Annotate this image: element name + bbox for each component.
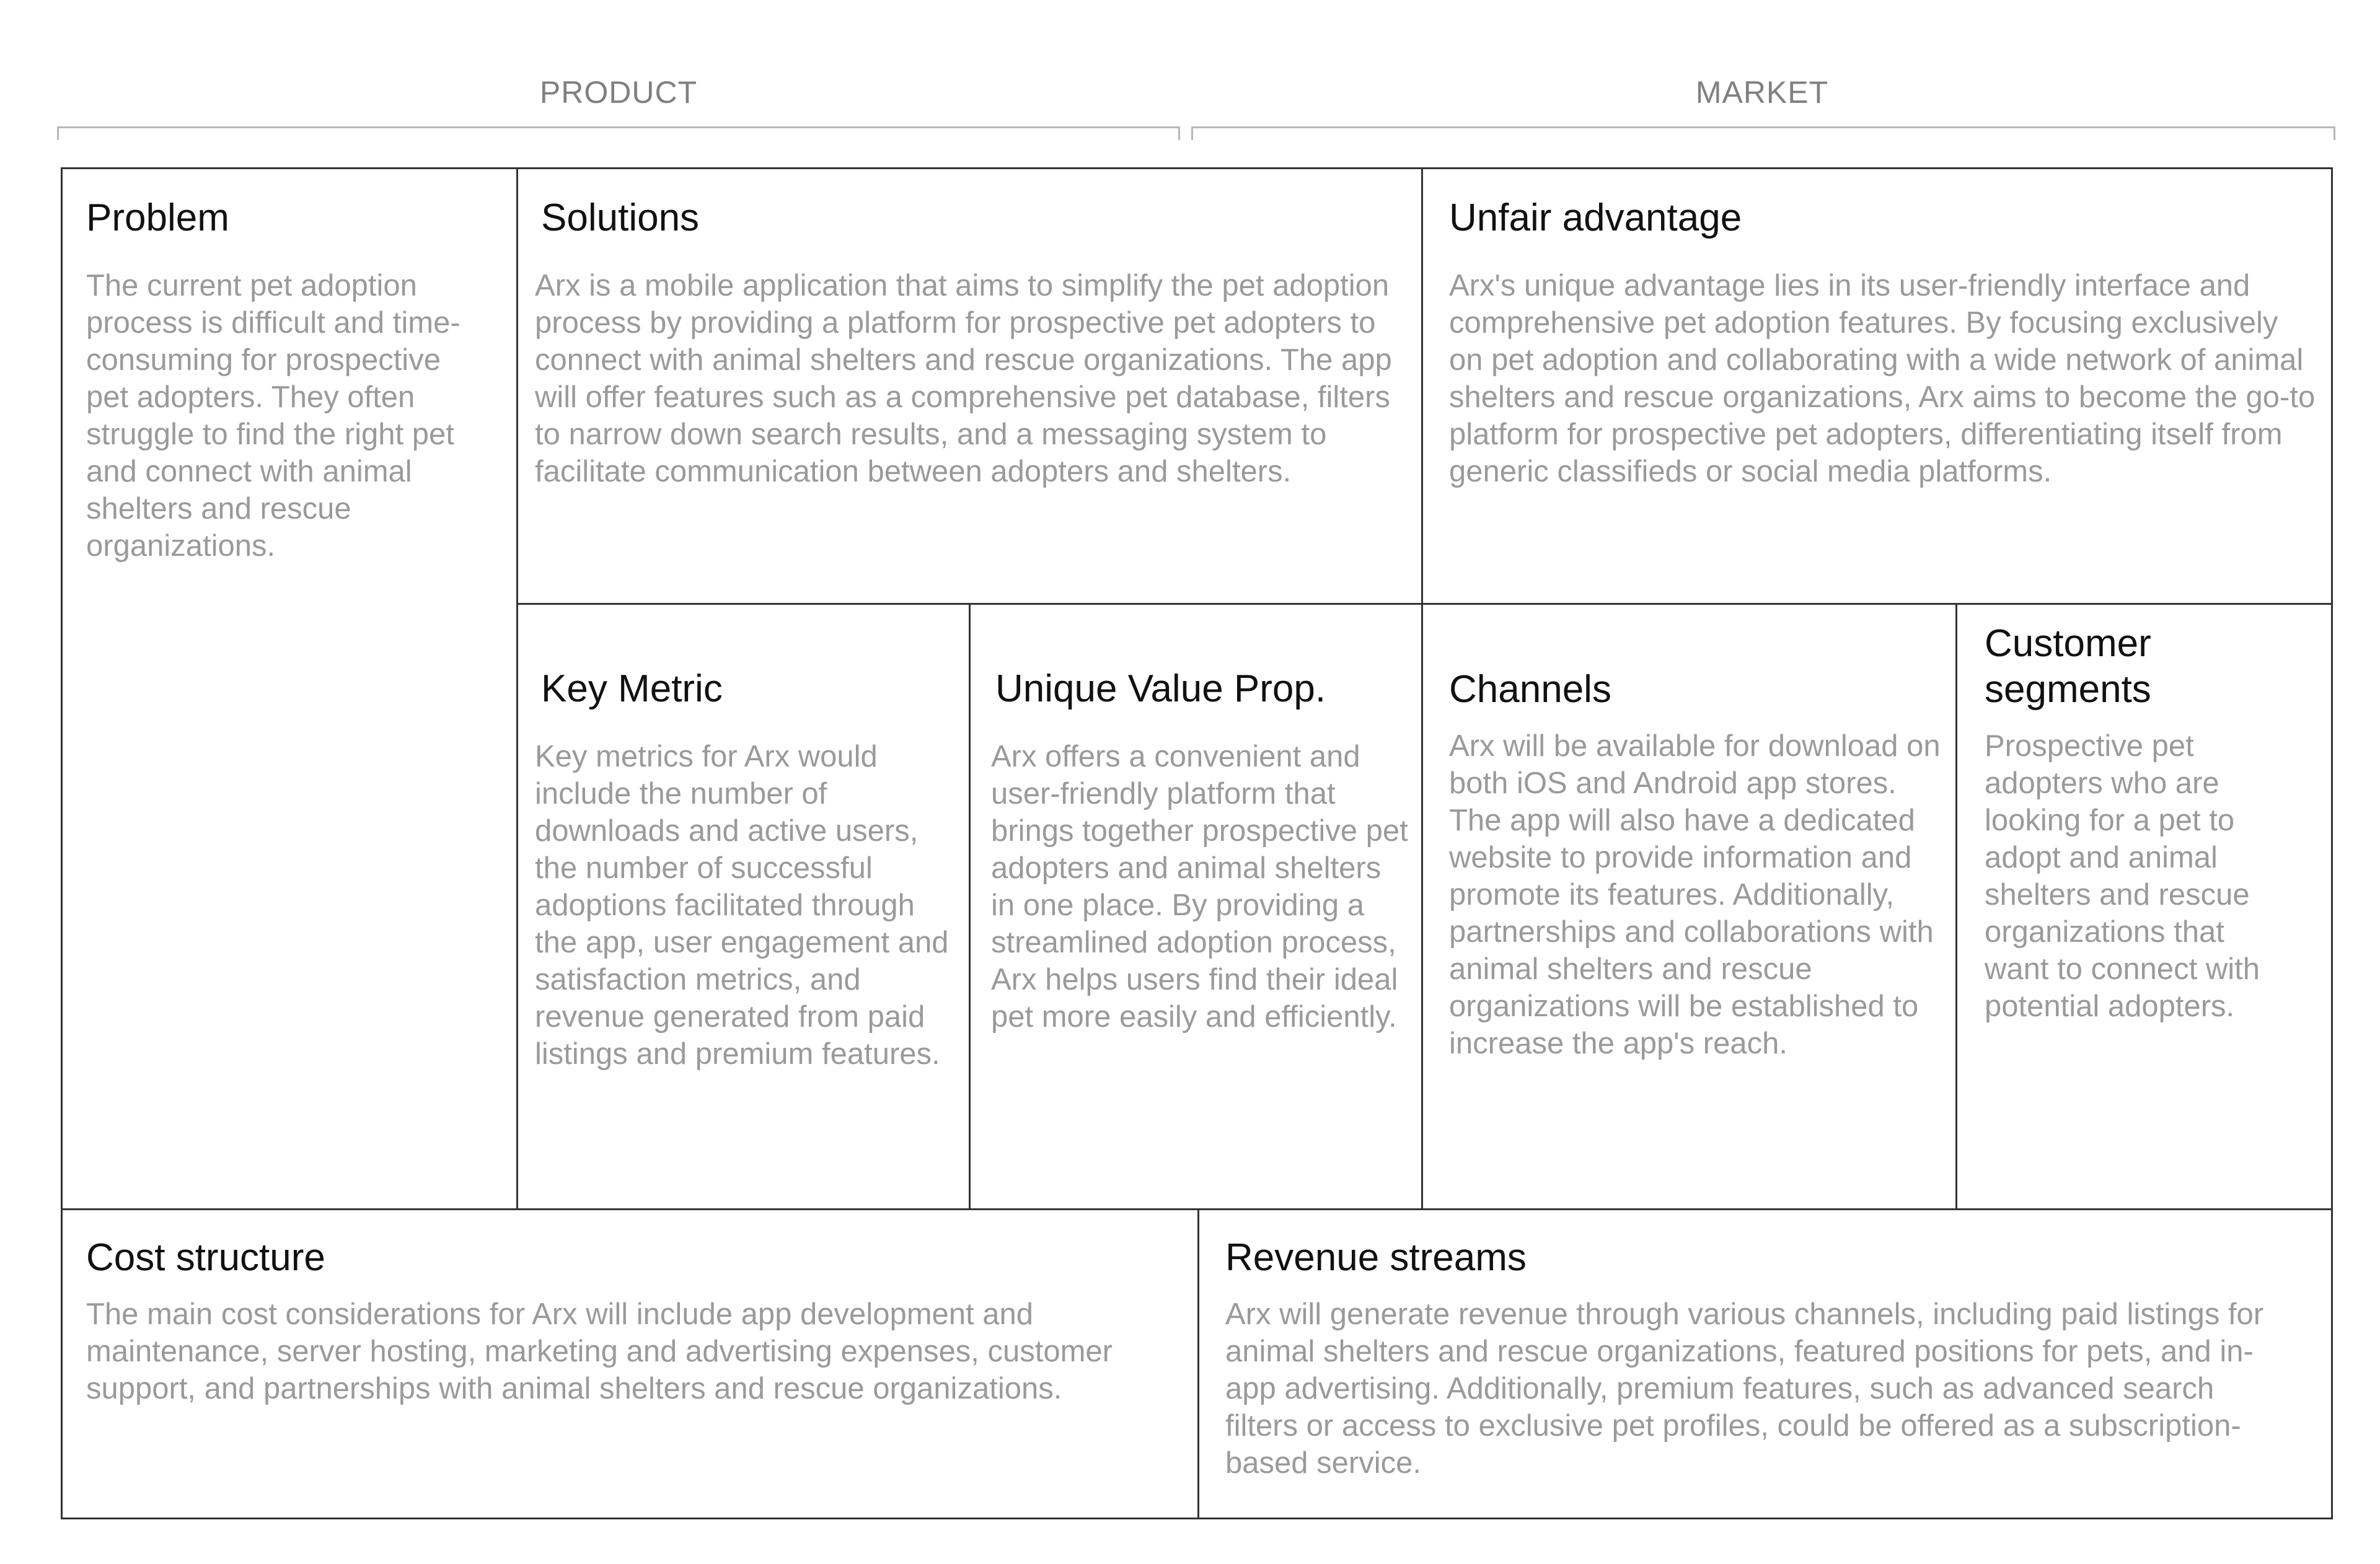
unique-value-prop-text: Arx offers a convenient and user-friendly platform that brings together prospective pet adopters and animal shelters in one place. By providing a streamlined adoption process, Arx helps users find their ideal pet more easily and efficiently. [991,740,1408,1034]
problem-block [63,169,516,1208]
revenue-streams-title: Revenue streams [1225,1236,1527,1279]
channels-block [1423,605,1955,1208]
cost-structure-title: Cost structure [86,1236,325,1279]
customer-segments-text: Prospective pet adopters who are looking for a pet to adopt and animal shelters and rescue organizations that want to connect with potential adopters. [1985,729,2260,1023]
key-metric-block [518,605,969,1208]
revenue-streams-text: Arx will generate revenue through various channels, including paid listings for animal shelters and rescue organizations, featured positions for pets, and in-app advertising. Additionally, premium features, such as advanced search filters or access to exclusive pet profiles, could be offered as a subscription-based service. [1225,1298,2264,1480]
solutions-title: Solutions [541,196,700,239]
unfair-advantage-title: Unfair advantage [1449,196,1742,239]
lean-canvas [61,167,2333,1519]
cost-structure-block [63,1210,1197,1518]
cost-structure-text: The main cost considerations for Arx will include app development and maintenance, server hosting, marketing and advertising expenses, customer support, and partnerships with animal shelters and rescue organizations. [86,1298,1113,1405]
problem-text: The current pet adoption process is difficult and time-consuming for prospective pet adopters. They often struggle to find the right pet and connect with animal shelters and rescue organizations. [86,269,461,563]
unique-value-prop-block [971,605,1421,1208]
product-bracket [57,126,1180,140]
unfair-advantage-block [1423,169,2331,603]
unique-value-prop-title: Unique Value Prop. [995,667,1326,710]
unfair-advantage-text: Arx's unique advantage lies in its user-friendly interface and comprehensive pet adoption features. By focusing exclusively on pet adoption and collaborating with a wide network of animal shelters and rescue organizations, Arx aims to become the go-to platform for prospective pet adopters, differentiating itself from generic classifieds or social media platforms. [1449,269,2316,488]
customer-segments-block [1957,605,2331,1208]
channels-text: Arx will be available for download on both iOS and Android app stores. The app will also have a dedicated website to provide information and promote its features. Additionally, partnerships and collaborations with animal shelters and rescue organizations will be established to increase the app's reach. [1449,729,1941,1060]
solutions-text: Arx is a mobile application that aims to simplify the pet adoption process by providing a platform for prospective pet adopters to connect with animal shelters and rescue organizations. The app will offer features such as a comprehensive pet database, filters to narrow down search results, and a messaging system to facilitate communication between adopters and shelters. [535,269,1392,488]
market-bracket [1191,126,2335,140]
revenue-streams-block [1199,1210,2331,1518]
key-metric-text: Key metrics for Arx would include the number of downloads and active users, the number of successful adoptions facilitated through the app, user engagement and satisfaction metrics, and revenue generated from paid listings and premium features. [535,740,949,1071]
solutions-block [516,169,1421,603]
customer-segments-title: Customer segments [1985,622,2151,711]
channels-title: Channels [1449,668,1611,711]
problem-title: Problem [86,196,229,239]
product-group-label: PRODUCT [539,75,698,110]
market-group-label: MARKET [1695,75,1829,110]
key-metric-title: Key Metric [541,667,723,710]
